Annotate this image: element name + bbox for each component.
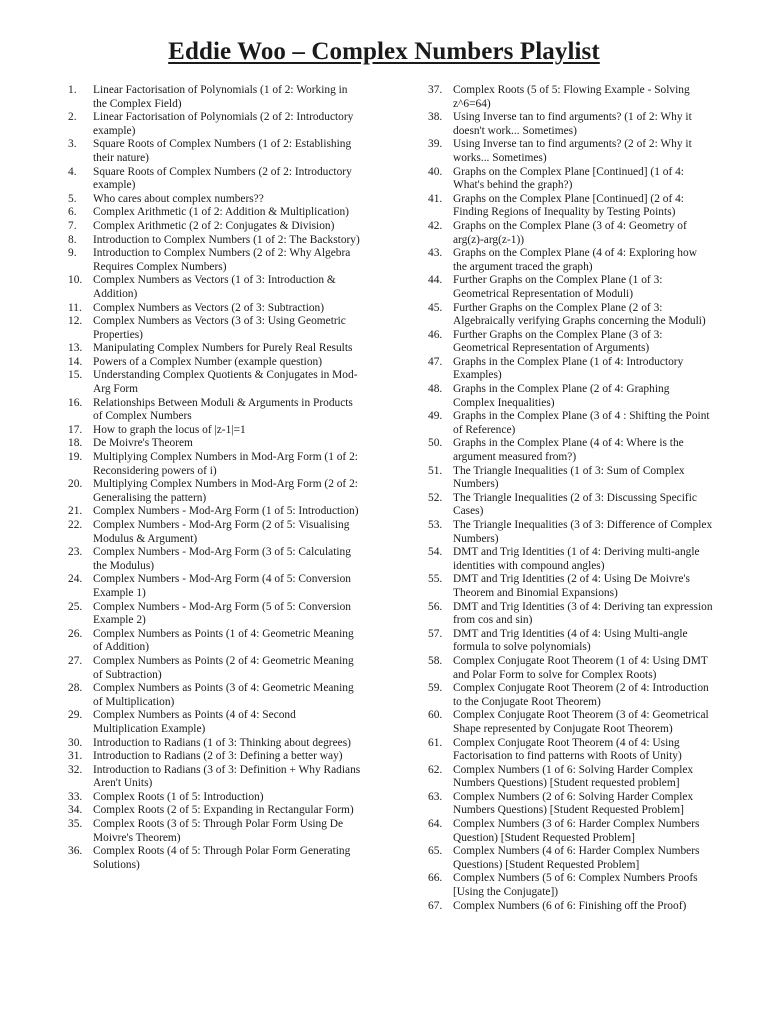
item-number: 33. xyxy=(68,790,83,803)
item-number: 12. xyxy=(68,315,83,328)
playlist-item xyxy=(68,804,363,818)
video-title: Complex Numbers as Vectors (2 of 3: Subtraction) xyxy=(93,301,325,314)
video-title: Graphs in the Complex Plane (4 of 4: Where is the argument measured from?) xyxy=(453,437,684,464)
video-title: Complex Numbers (5 of 6: Complex Numbers Proofs [Using the Conjugate]) xyxy=(453,872,698,899)
playlist-item xyxy=(428,737,713,764)
item-number: 54. xyxy=(428,546,443,559)
playlist-item xyxy=(68,505,363,519)
playlist-item xyxy=(428,356,713,383)
video-title: Complex Conjugate Root Theorem (2 of 4: Introduction to the Conjugate Root Theorem) xyxy=(453,682,709,708)
item-number: 42. xyxy=(428,219,443,232)
video-title: DMT and Trig Identities (4 of 4: Using Multi-angle formula to solve polynomials) xyxy=(453,627,688,654)
video-title: Further Graphs on the Complex Plane (1 of 3: Geometrical Representation of Moduli) xyxy=(453,274,663,300)
video-title: Linear Factorisation of Polynomials (1 of 2: Working in the Complex Field) xyxy=(93,84,348,110)
playlist-item xyxy=(428,410,713,437)
playlist-item xyxy=(428,845,713,872)
playlist-item xyxy=(428,601,713,628)
playlist-item xyxy=(68,601,363,628)
playlist-item xyxy=(68,111,363,138)
video-title: Understanding Complex Quotients & Conjugates in Mod-Arg Form xyxy=(93,369,358,396)
item-number: 23. xyxy=(68,546,83,559)
video-title: Complex Numbers as Vectors (1 of 3: Introduction & Addition) xyxy=(93,274,336,300)
playlist-item xyxy=(428,546,713,573)
playlist-item xyxy=(68,397,363,424)
item-number: 51. xyxy=(428,464,443,477)
item-number: 15. xyxy=(68,369,83,382)
playlist-item xyxy=(68,655,363,682)
item-number: 8. xyxy=(68,233,77,246)
video-title: Graphs in the Complex Plane (1 of 4: Introductory Examples) xyxy=(453,355,684,382)
playlist-item xyxy=(428,519,713,546)
video-title: Complex Numbers as Points (1 of 4: Geometric Meaning of Addition) xyxy=(93,627,354,654)
video-title: Multiplying Complex Numbers in Mod-Arg Form (2 of 2: Generalising the pattern) xyxy=(93,478,358,504)
item-number: 47. xyxy=(428,355,443,368)
playlist-item xyxy=(68,546,363,573)
playlist-item xyxy=(428,655,713,682)
playlist-item xyxy=(68,342,363,356)
item-number: 52. xyxy=(428,491,443,504)
playlist-item xyxy=(68,764,363,791)
video-title: DMT and Trig Identities (2 of 4: Using De Moivre's Theorem and Binomial Expansions) xyxy=(453,573,690,599)
video-title: Complex Roots (4 of 5: Through Polar Form Generating Solutions) xyxy=(93,845,351,871)
item-number: 38. xyxy=(428,111,443,124)
document-title: Eddie Woo – Complex Numbers Playlist xyxy=(168,38,600,65)
video-title: Manipulating Complex Numbers for Purely Real Results xyxy=(93,342,353,355)
playlist-item xyxy=(428,383,713,410)
video-title: De Moivre's Theorem xyxy=(93,437,193,450)
playlist-item xyxy=(68,573,363,600)
item-number: 18. xyxy=(68,437,83,450)
playlist-item xyxy=(428,138,713,165)
video-title: Complex Roots (1 of 5: Introduction) xyxy=(93,790,264,803)
playlist-item xyxy=(428,709,713,736)
item-number: 17. xyxy=(68,423,83,436)
video-title: Square Roots of Complex Numbers (1 of 2: Establishing their nature) xyxy=(93,138,352,164)
item-number: 16. xyxy=(68,396,83,409)
playlist-item xyxy=(68,437,363,451)
item-number: 20. xyxy=(68,478,83,491)
playlist-item xyxy=(68,737,363,751)
playlist-item xyxy=(68,206,363,220)
playlist-item xyxy=(428,166,713,193)
video-title: Complex Numbers as Points (2 of 4: Geometric Meaning of Subtraction) xyxy=(93,654,354,681)
playlist-item xyxy=(428,247,713,274)
item-number: 55. xyxy=(428,573,443,586)
video-title: Complex Numbers (3 of 6: Harder Complex Numbers Question) [Student Requested Problem] xyxy=(453,818,700,844)
video-title: Introduction to Radians (2 of 3: Defining a better way) xyxy=(93,750,343,763)
item-number: 31. xyxy=(68,750,83,763)
playlist-item xyxy=(428,872,713,899)
item-number: 48. xyxy=(428,383,443,396)
item-number: 41. xyxy=(428,192,443,205)
item-number: 53. xyxy=(428,519,443,531)
playlist-item xyxy=(68,369,363,396)
playlist-item xyxy=(428,818,713,845)
video-title: Complex Numbers - Mod-Arg Form (2 of 5: Visualising Modulus & Argument) xyxy=(93,519,350,545)
item-number: 57. xyxy=(428,627,443,640)
item-number: 32. xyxy=(68,763,83,776)
item-number: 9. xyxy=(68,247,77,260)
playlist-item xyxy=(428,900,713,914)
playlist-item xyxy=(68,451,363,478)
video-title: Complex Roots (2 of 5: Expanding in Rectangular Form) xyxy=(93,804,354,817)
item-number: 26. xyxy=(68,627,83,640)
item-number: 28. xyxy=(68,682,83,695)
playlist-item xyxy=(428,791,713,818)
playlist-item xyxy=(428,465,713,492)
item-number: 3. xyxy=(68,138,77,151)
playlist-item xyxy=(428,302,713,329)
playlist-item xyxy=(68,84,363,111)
video-title: Complex Numbers as Points (3 of 4: Geometric Meaning of Multiplication) xyxy=(93,682,354,708)
item-number: 22. xyxy=(68,519,83,531)
playlist-item xyxy=(428,573,713,600)
video-title: Multiplying Complex Numbers in Mod-Arg Form (1 of 2: Reconsidering powers of i) xyxy=(93,451,358,477)
playlist-item xyxy=(68,628,363,655)
item-number: 30. xyxy=(68,736,83,749)
video-title: Introduction to Complex Numbers (2 of 2: Why Algebra Requires Complex Numbers) xyxy=(93,247,351,273)
playlist-item xyxy=(428,492,713,519)
playlist-item xyxy=(68,166,363,193)
item-number: 5. xyxy=(68,192,77,205)
video-title: Complex Numbers (1 of 6: Solving Harder Complex Numbers Questions) [Student requested problem] xyxy=(453,763,694,790)
item-number: 59. xyxy=(428,682,443,695)
video-title: Complex Roots (3 of 5: Through Polar Form Using De Moivre's Theorem) xyxy=(93,818,344,844)
playlist-item xyxy=(68,234,363,248)
playlist-item xyxy=(428,764,713,791)
video-title: The Triangle Inequalities (2 of 3: Discussing Specific Cases) xyxy=(453,491,697,518)
item-number: 46. xyxy=(428,328,443,341)
playlist-left-column xyxy=(68,84,363,872)
item-number: 45. xyxy=(428,301,443,314)
video-title: Complex Arithmetic (1 of 2: Addition & Multiplication) xyxy=(93,206,349,219)
playlist-item xyxy=(428,111,713,138)
video-title: Complex Conjugate Root Theorem (1 of 4: Using DMT and Polar Form to solve for Complex Roots) xyxy=(453,654,708,681)
item-number: 62. xyxy=(428,763,443,776)
video-title: Complex Numbers (4 of 6: Harder Complex Numbers Questions) [Student Requested Problem] xyxy=(453,845,700,871)
item-number: 66. xyxy=(428,872,443,885)
video-title: Graphs in the Complex Plane (3 of 4 : Shifting the Point of Reference) xyxy=(453,410,710,436)
item-number: 10. xyxy=(68,274,83,287)
item-number: 50. xyxy=(428,437,443,450)
video-title: Complex Conjugate Root Theorem (4 of 4: Using Factorisation to find patterns with Roots of Unity) xyxy=(453,736,682,763)
item-number: 34. xyxy=(68,804,83,817)
video-title: Further Graphs on the Complex Plane (2 of 3: Algebraically verifying Graphs concerning the Moduli) xyxy=(453,301,706,328)
video-title: Complex Conjugate Root Theorem (3 of 4: Geometrical Shape represented by Conjugate Root Theorem) xyxy=(453,709,709,735)
item-number: 60. xyxy=(428,709,443,722)
playlist-item xyxy=(68,519,363,546)
video-title: Graphs in the Complex Plane (2 of 4: Graphing Complex Inequalities) xyxy=(453,383,670,409)
item-number: 67. xyxy=(428,899,443,912)
video-title: DMT and Trig Identities (3 of 4: Deriving tan expression from cos and sin) xyxy=(453,600,713,627)
item-number: 49. xyxy=(428,410,443,423)
item-number: 27. xyxy=(68,654,83,667)
video-title: Complex Numbers - Mod-Arg Form (3 of 5: Calculating the Modulus) xyxy=(93,546,351,572)
video-title: Complex Numbers - Mod-Arg Form (1 of 5: Introduction) xyxy=(93,505,359,518)
playlist-item xyxy=(68,682,363,709)
video-title: Graphs on the Complex Plane (3 of 4: Geometry of arg(z)-arg(z-1)) xyxy=(453,219,687,246)
item-number: 25. xyxy=(68,600,83,613)
playlist-item xyxy=(68,709,363,736)
item-number: 13. xyxy=(68,342,83,355)
video-title: Further Graphs on the Complex Plane (3 of 3: Geometrical Representation of Arguments) xyxy=(453,328,663,355)
video-title: Complex Roots (5 of 5: Flowing Example - Solving z^6=64) xyxy=(453,84,690,110)
video-title: Introduction to Radians (1 of 3: Thinking about degrees) xyxy=(93,736,351,749)
playlist-item xyxy=(68,791,363,805)
video-title: How to graph the locus of |z-1|=1 xyxy=(93,423,246,436)
item-number: 14. xyxy=(68,355,83,368)
item-number: 6. xyxy=(68,206,77,219)
video-title: Graphs on the Complex Plane [Continued] (2 of 4: Finding Regions of Inequality by Testing Points) xyxy=(453,192,684,219)
playlist-item xyxy=(68,424,363,438)
playlist-item xyxy=(428,84,713,111)
playlist-item xyxy=(428,682,713,709)
item-number: 37. xyxy=(428,84,443,96)
item-number: 24. xyxy=(68,573,83,586)
playlist-item xyxy=(68,247,363,274)
item-number: 40. xyxy=(428,165,443,178)
video-title: Who cares about complex numbers?? xyxy=(93,192,264,205)
item-number: 44. xyxy=(428,274,443,287)
playlist-item xyxy=(68,302,363,316)
item-number: 56. xyxy=(428,600,443,613)
video-title: Linear Factorisation of Polynomials (2 of 2: Introductory example) xyxy=(93,111,354,137)
playlist-item xyxy=(68,750,363,764)
video-title: Using Inverse tan to find arguments? (1 of 2: Why it doesn't work... Sometimes) xyxy=(453,111,692,137)
item-number: 11. xyxy=(68,301,82,314)
video-title: Graphs on the Complex Plane (4 of 4: Exploring how the argument traced the graph) xyxy=(453,247,697,273)
item-number: 29. xyxy=(68,709,83,722)
playlist-item xyxy=(428,193,713,220)
video-title: Complex Numbers - Mod-Arg Form (4 of 5: Conversion Example 1) xyxy=(93,573,351,599)
video-title: Introduction to Radians (3 of 3: Definition + Why Radians Aren't Units) xyxy=(93,763,361,790)
item-number: 39. xyxy=(428,138,443,151)
playlist-item xyxy=(68,315,363,342)
playlist-item xyxy=(428,329,713,356)
item-number: 35. xyxy=(68,818,83,831)
playlist-item xyxy=(428,220,713,247)
item-number: 2. xyxy=(68,111,77,124)
video-title: The Triangle Inequalities (3 of 3: Difference of Complex Numbers) xyxy=(453,519,713,545)
video-title: Complex Numbers (2 of 6: Solving Harder Complex Numbers Questions) [Student Requested Problem] xyxy=(453,790,694,817)
item-number: 64. xyxy=(428,818,443,831)
video-title: Square Roots of Complex Numbers (2 of 2: Introductory example) xyxy=(93,165,352,192)
item-number: 7. xyxy=(68,219,77,232)
playlist-item xyxy=(68,193,363,207)
video-title: Complex Numbers as Points (4 of 4: Second Multiplication Example) xyxy=(93,709,296,735)
item-number: 63. xyxy=(428,790,443,803)
video-title: Using Inverse tan to find arguments? (2 of 2: Why it works... Sometimes) xyxy=(453,138,692,164)
item-number: 4. xyxy=(68,165,77,178)
video-title: Powers of a Complex Number (example question) xyxy=(93,355,323,368)
item-number: 65. xyxy=(428,845,443,858)
video-title: DMT and Trig Identities (1 of 4: Deriving multi-angle identities with compound angles) xyxy=(453,546,700,572)
video-title: Complex Arithmetic (2 of 2: Conjugates & Division) xyxy=(93,219,335,232)
video-title: Complex Numbers (6 of 6: Finishing off the Proof) xyxy=(453,899,687,912)
item-number: 58. xyxy=(428,654,443,667)
item-number: 19. xyxy=(68,451,83,464)
playlist-item xyxy=(68,478,363,505)
item-number: 1. xyxy=(68,84,77,96)
playlist-item xyxy=(68,138,363,165)
item-number: 43. xyxy=(428,247,443,260)
video-title: Introduction to Complex Numbers (1 of 2: The Backstory) xyxy=(93,233,360,246)
playlist-item xyxy=(428,628,713,655)
playlist-item xyxy=(68,274,363,301)
video-title: Complex Numbers as Vectors (3 of 3: Using Geometric Properties) xyxy=(93,315,346,341)
video-title: Relationships Between Moduli & Arguments in Products of Complex Numbers xyxy=(93,396,353,423)
playlist-item xyxy=(428,437,713,464)
playlist-item xyxy=(68,845,363,872)
playlist-item xyxy=(68,356,363,370)
playlist-item xyxy=(428,274,713,301)
video-title: Graphs on the Complex Plane [Continued] (1 of 4: What's behind the graph?) xyxy=(453,165,684,192)
item-number: 36. xyxy=(68,845,83,858)
item-number: 61. xyxy=(428,736,443,749)
video-title: The Triangle Inequalities (1 of 3: Sum of Complex Numbers) xyxy=(453,464,685,491)
playlist-item xyxy=(68,818,363,845)
video-title: Complex Numbers - Mod-Arg Form (5 of 5: Conversion Example 2) xyxy=(93,600,351,627)
playlist-item xyxy=(68,220,363,234)
item-number: 21. xyxy=(68,505,83,518)
playlist-right-column xyxy=(428,84,713,913)
